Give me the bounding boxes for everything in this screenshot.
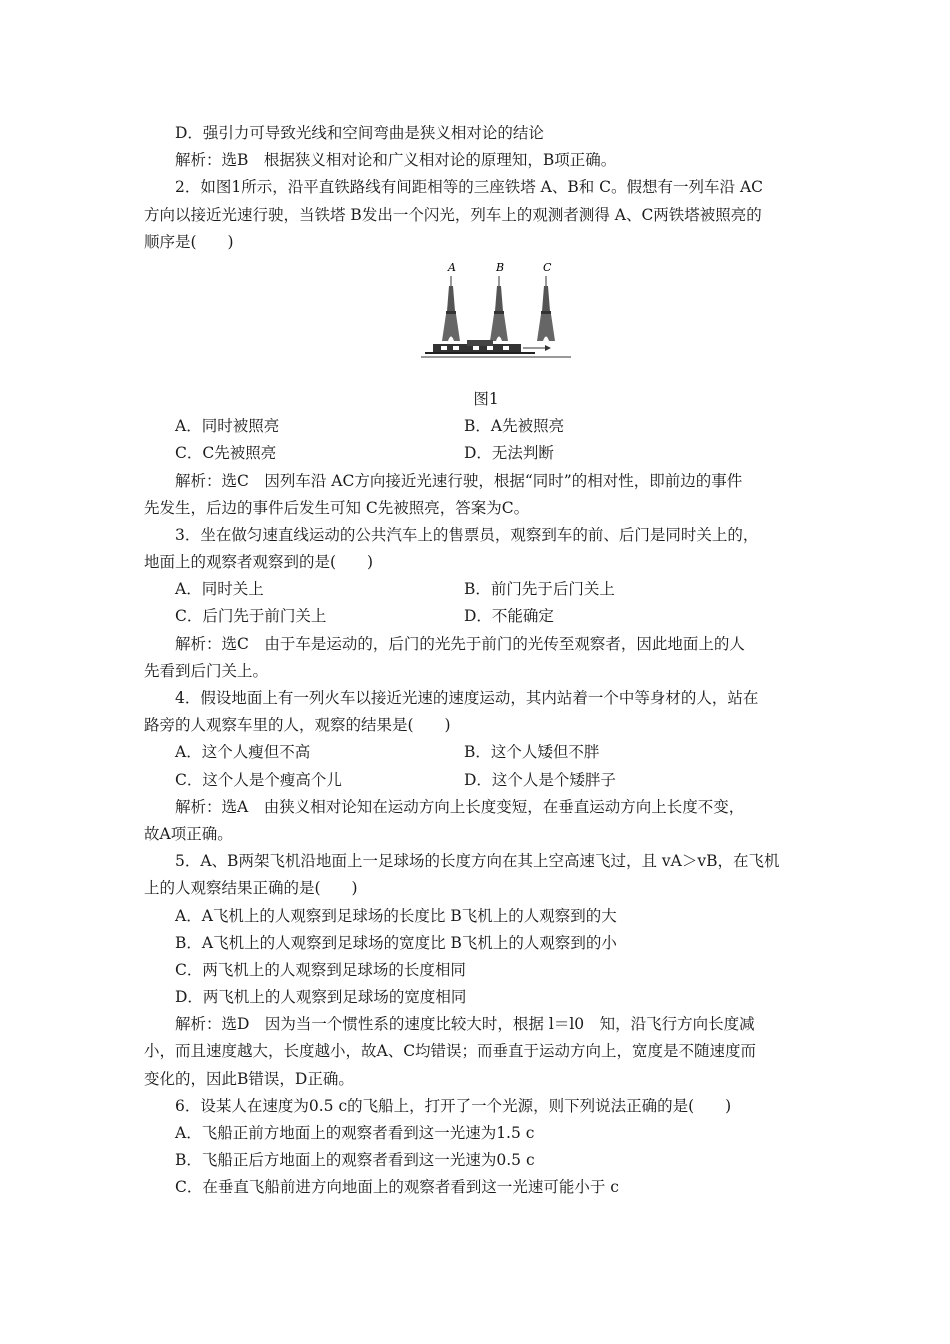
q4-options-row-1	[144, 739, 812, 766]
q4-analysis-2: 故A项正确。	[144, 824, 233, 843]
q3-stem-1: 3．坐在做匀速直线运动的公共汽车上的售票员，观察到车的前、后门是同时关上的，	[175, 525, 759, 544]
q2-stem-1: 2．如图1所示，沿平直铁路线有间距相等的三座铁塔 A、B和 C。假想有一列车沿 AC	[175, 178, 764, 197]
q6-option-c: C．在垂直飞船前进方向地面上的观察者看到这一光速可能小于 c	[175, 1178, 619, 1197]
q2-stem-2: 方向以接近光速行驶，当铁塔 B发出一个闪光，列车上的观测者测得 A、C两铁塔被照亮的	[144, 205, 762, 224]
q5-option-d: D．两飞机上的人观察到足球场的宽度相同	[175, 988, 467, 1007]
tower-a-icon	[442, 276, 460, 341]
q6-stem-1: 6．设某人在速度为0.5 c的飞船上，打开了一个光源，则下列说法正确的是( )	[175, 1096, 732, 1115]
q1-analysis: 解析：选B 根据狭义相对论和广义相对论的原理知，B项正确。	[175, 151, 617, 170]
q2-option-b: B．A先被照亮	[464, 417, 565, 436]
q5-stem-1: 5．A、B两架飞机沿地面上一足球场的长度方向在其上空高速飞过，且 vA＞vB，在飞机	[175, 852, 780, 871]
q5-option-b: B．A飞机上的人观察到足球场的宽度比 B飞机上的人观察到的小	[175, 933, 617, 952]
document-body	[144, 120, 812, 1202]
q2-analysis-1: 解析：选C 因列车沿 AC方向接近光速行驶，根据“同时”的相对性，即前边的事件	[175, 471, 743, 490]
q5-option-c: C．两飞机上的人观察到足球场的长度相同	[175, 960, 466, 979]
q4-analysis-1: 解析：选A 由狭义相对论知在运动方向上长度变短，在垂直运动方向上长度不变，	[175, 797, 745, 816]
q4-option-c: C．这个人是个瘦高个儿	[175, 770, 342, 789]
q3-option-a: A．同时关上	[175, 580, 264, 599]
q4-option-a: A．这个人瘦但不高	[175, 743, 311, 762]
q2-option-c: C．C先被照亮	[175, 444, 277, 463]
q1-option-d: D．强引力可导致光线和空间弯曲是狭义相对论的结论	[175, 124, 544, 142]
figure-caption: 图1	[473, 389, 499, 408]
q4-option-b: B．这个人矮但不胖	[464, 743, 600, 762]
q4-stem-1: 4．假设地面上有一列火车以接近光速的速度运动，其内站着一个中等身材的人，站在	[175, 689, 759, 707]
q2-stem-3: 顺序是( )	[144, 232, 234, 251]
q3-stem-2: 地面上的观察者观察到的是( )	[144, 553, 374, 572]
q4-option-d: D．这个人是个矮胖子	[464, 770, 616, 789]
q3-options-row-2	[144, 603, 812, 630]
q2-option-a: A．同时被照亮	[175, 417, 280, 436]
q2-options-row-2	[144, 440, 812, 467]
q2-analysis-2: 先发生，后边的事件后发生可知 C先被照亮，答案为C。	[144, 498, 530, 517]
tower-c-icon	[537, 276, 555, 341]
tower-label-c: C	[543, 260, 552, 274]
q2-options-row-1	[144, 413, 812, 440]
q6-option-a: A．飞船正前方地面上的观察者看到这一光速为1.5 c	[175, 1124, 535, 1142]
tower-label-b: B	[496, 260, 505, 274]
q4-stem-2: 路旁的人观察车里的人，观察的结果是( )	[144, 716, 451, 735]
q4-options-row-2	[144, 767, 812, 794]
figure-towers-train	[144, 256, 812, 386]
q5-stem-2: 上的人观察结果正确的是( )	[144, 879, 358, 898]
q5-analysis-2: 小，而且速度越大，长度越小，故A、C均错误；而垂直于运动方向上，宽度是不随速度而	[144, 1042, 757, 1061]
q5-analysis-1: 解析：选D 因为当一个惯性系的速度比较大时，根据 l＝l0 知，沿飞行方向长度减	[175, 1015, 755, 1034]
q2-option-d: D．无法判断	[464, 444, 554, 463]
q6-option-b: B．飞船正后方地面上的观察者看到这一光速为0.5 c	[175, 1151, 535, 1170]
q5-option-a: A．A飞机上的人观察到足球场的长度比 B飞机上的人观察到的大	[175, 906, 617, 925]
q3-options-row-1	[144, 576, 812, 603]
q3-option-c: C．后门先于前门关上	[175, 607, 327, 626]
train-icon	[425, 340, 535, 354]
q3-option-b: B．前门先于后门关上	[464, 580, 615, 599]
tower-b-icon	[490, 276, 508, 341]
tower-label-a: A	[448, 260, 456, 274]
direction-arrow-icon	[523, 345, 551, 351]
tower-train-illustration	[421, 256, 691, 368]
q5-analysis-3: 变化的，因此B错误，D正确。	[144, 1069, 354, 1088]
q3-analysis-1: 解析：选C 由于车是运动的，后门的光先于前门的光传至观察者，因此地面上的人	[175, 634, 745, 653]
q3-analysis-2: 先看到后门关上。	[144, 661, 269, 680]
q3-option-d: D．不能确定	[464, 607, 554, 626]
